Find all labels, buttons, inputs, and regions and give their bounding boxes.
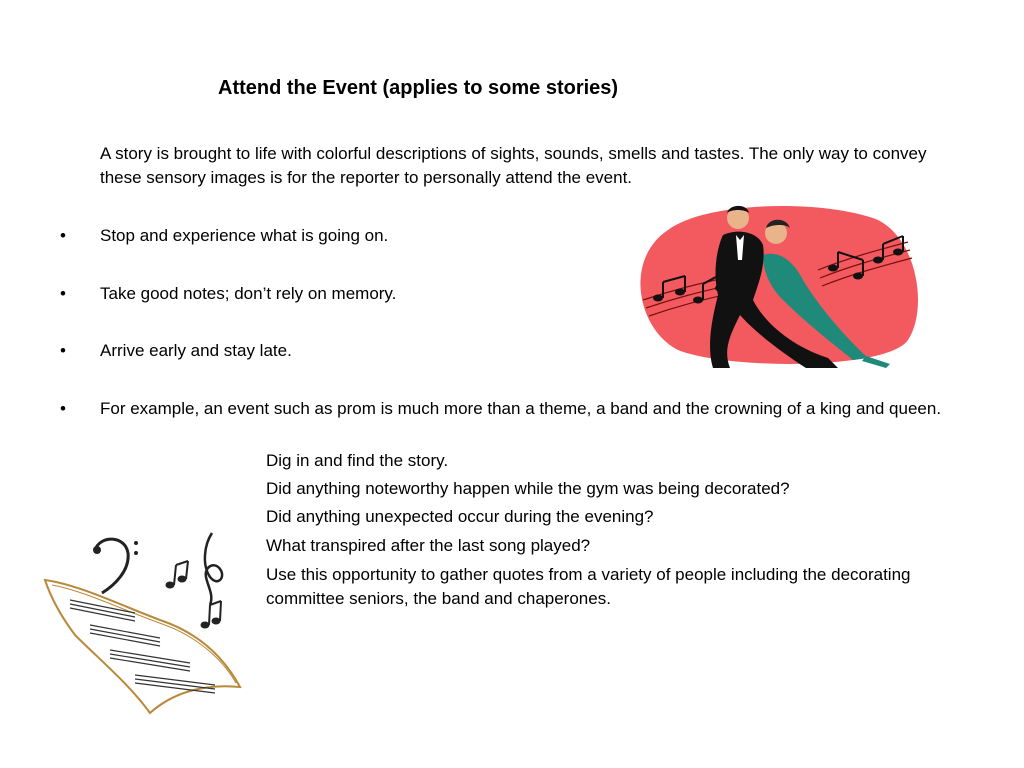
- intro-paragraph: A story is brought to life with colorful descriptions of sights, sounds, smells and tastes. The only way to convey these sensory images is for the reporter to personally attend the event.: [100, 144, 927, 187]
- slide-title: Attend the Event (applies to some stories): [218, 77, 619, 99]
- bullet-item: For example, an event such as prom is much more than a theme, a band and the crowning of a king and queen.: [100, 399, 942, 418]
- sub-item: Did anything unexpected occur during the evening?: [266, 507, 654, 526]
- sub-item: Did anything noteworthy happen while the gym was being decorated?: [266, 479, 790, 498]
- bullet-marker: •: [60, 284, 66, 303]
- sub-item: What transpired after the last song played?: [266, 536, 591, 555]
- dancing-couple-clipart-icon: [628, 200, 928, 378]
- bullet-item: Arrive early and stay late.: [100, 341, 292, 360]
- bullet-item: Stop and experience what is going on.: [100, 226, 389, 245]
- bullet-item: Take good notes; don’t rely on memory.: [100, 284, 397, 303]
- bullet-marker: •: [60, 399, 66, 418]
- sub-item: Dig in and find the story.: [266, 451, 449, 470]
- bullet-marker: •: [60, 341, 66, 360]
- bullet-marker: •: [60, 226, 66, 245]
- sheet-music-clipart-icon: [40, 525, 250, 717]
- sub-item: Use this opportunity to gather quotes from a variety of people including the decorating committee seniors, the band and chaperones.: [266, 565, 911, 608]
